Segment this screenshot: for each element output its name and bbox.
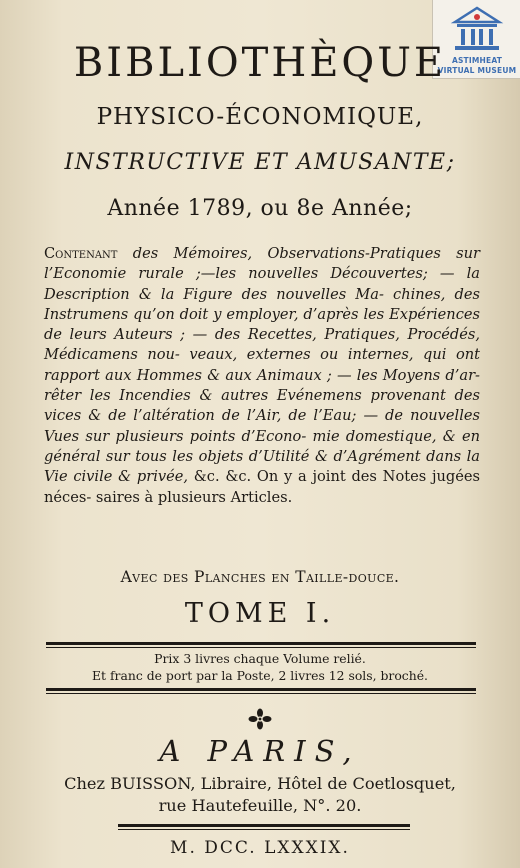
contents-line: Hommes & aux Animaux ; — les Moyens d’ar- <box>136 366 480 384</box>
contents-line: sur l’Economie rurale ;—les nouvelles Découvertes; <box>44 245 481 283</box>
watermark-line-2: VIRTUAL MUSEUM <box>437 66 517 75</box>
contents-line: chines, des Instrumens qu’on doit y employer, <box>44 285 481 323</box>
contents-line: saires à plusieurs Articles. <box>95 488 293 506</box>
double-rule-bottom-thin <box>46 693 476 694</box>
contents-line: d’Utilité & d’Agrément dans la Vie civile & privée, <box>44 447 480 486</box>
double-rule-top-thin <box>46 647 476 648</box>
price-line-2: Et franc de port par la Poste, 2 livres 12 sols, broché. <box>92 668 428 683</box>
title-subtitle: PHYSICO-ÉCONOMIQUE, <box>96 104 424 130</box>
contents-line: veaux, externes ou internes, qui ont rapport aux <box>44 346 481 384</box>
contents-line: rêter les Incendies & autres Evénemens provenant <box>44 387 446 405</box>
double-rule-bottom <box>46 688 476 691</box>
contents-line: des vices & de l’altération de l’Air, de l’Eau; <box>44 387 480 425</box>
contents-description <box>44 244 480 508</box>
double-rule-imprint-thin <box>118 829 410 830</box>
double-rule-top <box>46 642 476 645</box>
contents-line: mie domestique, & en général sur tous les objets <box>44 427 480 465</box>
double-rule-imprint <box>118 824 410 827</box>
title-main: BIBLIOTHÈQUE <box>73 40 447 86</box>
title-subtitle-italic: INSTRUCTIVE ET AMUSANTE; <box>64 150 456 175</box>
planches-line: Avec des Planches en Taille-douce. <box>120 568 400 586</box>
imprint-city: A PARIS, <box>159 734 361 768</box>
contents-line: d’après les Expériences de leurs Auteurs ; — des <box>44 305 480 344</box>
imprint-publisher: Chez BUISSON, Libraire, Hôtel de Coetlosquet, <box>64 774 456 793</box>
contents-line: des Mémoires, Observations-Pratiques <box>132 245 441 262</box>
title-year: Année 1789, ou 8e Année; <box>107 196 413 221</box>
contents-line: Recettes, Pratiques, Procédés, Médicamens nou- <box>44 326 481 364</box>
fleuron-ornament-icon <box>248 708 272 730</box>
tome-number: TOME I. <box>184 598 336 629</box>
imprint-date: M. DCC. LXXXIX. <box>170 838 350 858</box>
contents-line: — de nouvelles Vues sur plusieurs points d’Econo- <box>44 407 480 445</box>
contents-lead: Contenant <box>44 245 118 262</box>
imprint-address: rue Hautefeuille, N°. 20. <box>158 796 362 815</box>
watermark-line-1: ASTIMHEAT <box>451 56 503 65</box>
contents-line: &c. &c. On y a joint des Notes jugées néces- <box>44 468 481 506</box>
contents-line: — la Description & la Figure des nouvelles Ma- <box>44 265 480 303</box>
price-line-1: Prix 3 livres chaque Volume relié. <box>154 651 366 666</box>
